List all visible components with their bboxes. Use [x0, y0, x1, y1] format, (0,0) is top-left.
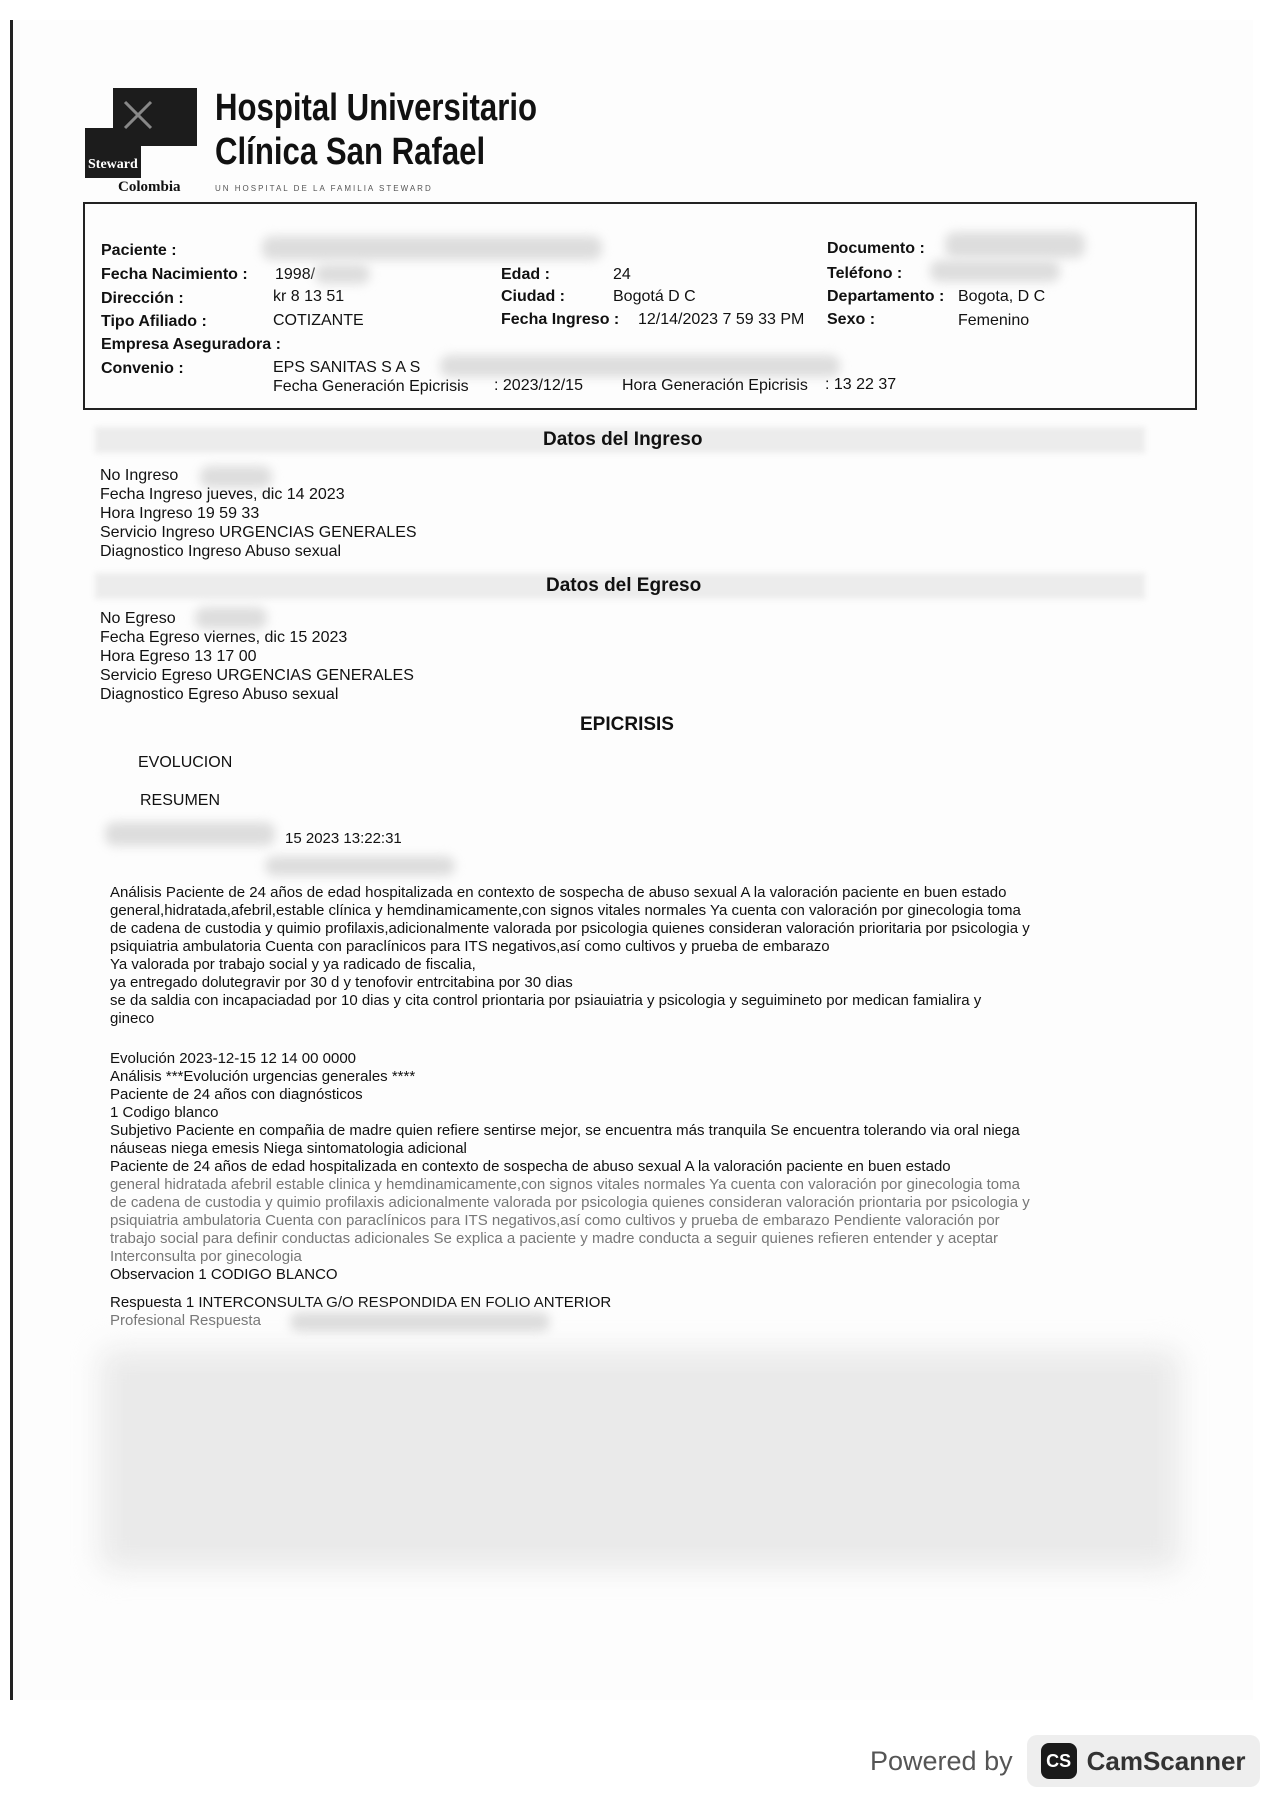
- evolucion-line: general hidratada afebril estable clinica y hemdinamicamente,con signos vitales normales Ya cuenta con valoración por ginecologia toma: [110, 1176, 1020, 1193]
- documento-label: Documento :: [827, 240, 925, 257]
- evolucion-line: Respuesta 1 INTERCONSULTA G/O RESPONDIDA EN FOLIO ANTERIOR: [110, 1294, 612, 1311]
- resumen-line: Análisis Paciente de 24 años de edad hospitalizada en contexto de sospecha de abuso sexual A la valoración paciente en buen estado: [110, 884, 1007, 901]
- ciudad-label: Ciudad :: [501, 288, 565, 305]
- evolucion-line: 1 Codigo blanco: [110, 1104, 219, 1121]
- evolucion-line: náuseas niega emesis Niega sintomatologia adicional: [110, 1140, 467, 1157]
- hospital-name-line1: Hospital Universitario: [215, 87, 538, 129]
- evolucion-line: psiquiatria ambulatoria Cuenta con paraclínicos para ITS negativos,así como cultivos y prueba de embarazo Pendiente valoración por: [110, 1212, 1000, 1229]
- ingreso-line: Diagnostico Ingreso Abuso sexual: [100, 543, 342, 560]
- ingreso-line: Servicio Ingreso URGENCIAS GENERALES: [100, 524, 417, 541]
- ingreso-title: Datos del Ingreso: [543, 429, 703, 450]
- resumen-line: psiquiatria ambulatoria Cuenta con paraclínicos para ITS negativos,así como cultivos y prueba de embarazo: [110, 938, 830, 955]
- hora-generacion-value: : 13 22 37: [825, 376, 897, 393]
- telefono-label: Teléfono :: [827, 265, 903, 282]
- tipo-afiliado-label: Tipo Afiliado :: [101, 313, 207, 330]
- logo-text: Steward: [88, 157, 138, 172]
- egreso-line: Fecha Egreso viernes, dic 15 2023: [100, 629, 348, 646]
- departamento-label: Departamento :: [827, 288, 945, 305]
- resumen-label: RESUMEN: [140, 792, 221, 809]
- empresa-label: Empresa Aseguradora :: [101, 336, 281, 353]
- egreso-line: Hora Egreso 13 17 00: [100, 648, 257, 665]
- fecha-ingreso-value: 12/14/2023 7 59 33 PM: [638, 311, 805, 328]
- resumen-line: general,hidratada,afebril,estable clínica y hemdinamicamente,con signos vitales normales Ya cuenta con valoración por ginecologia toma: [110, 902, 1021, 919]
- evolucion-line: Análisis ***Evolución urgencias generales ****: [110, 1068, 416, 1085]
- evolucion-line: Interconsulta por ginecologia: [110, 1248, 302, 1265]
- evolucion-line: Profesional Respuesta: [110, 1312, 261, 1329]
- egreso-line: No Egreso: [100, 610, 176, 627]
- ingreso-line: No Ingreso: [100, 467, 179, 484]
- redacted-no-ingreso: [200, 466, 272, 488]
- evolucion-line: Paciente de 24 años con diagnósticos: [110, 1086, 363, 1103]
- fecha-nacimiento-value: 1998/: [275, 266, 316, 283]
- hospital-name: [215, 86, 537, 174]
- camscanner-watermark: [870, 1734, 1260, 1788]
- hora-generacion-label: Hora Generación Epicrisis: [622, 377, 808, 394]
- ciudad-value: Bogotá D C: [613, 288, 696, 305]
- ingreso-line: Fecha Ingreso jueves, dic 14 2023: [100, 486, 345, 503]
- redacted-convenio: [440, 355, 840, 377]
- resumen-line: de cadena de custodia y quimio profilaxis,adicionalmente valorada por psicologia quienes consideran valoración prioritaria por psicologia y: [110, 920, 1030, 937]
- resumen-timestamp: 15 2023 13:22:31: [285, 830, 402, 847]
- sexo-value: Femenino: [958, 312, 1030, 329]
- camscanner-icon: CS: [1041, 1743, 1077, 1779]
- redacted-documento: [945, 232, 1085, 258]
- redacted-specialty: [265, 856, 455, 876]
- hospital-tagline: UN HOSPITAL DE LA FAMILIA STEWARD: [215, 184, 433, 193]
- redacted-name: [262, 236, 602, 260]
- resumen-line: Ya valorada por trabajo social y ya radicado de fiscalia,: [110, 956, 476, 973]
- evolucion-line: Paciente de 24 años de edad hospitalizada en contexto de sospecha de abuso sexual A la valoración paciente en buen estado: [110, 1158, 951, 1175]
- redacted-author: [105, 822, 275, 846]
- camscanner-badge: [1027, 1735, 1260, 1787]
- tipo-afiliado-value: COTIZANTE: [273, 312, 364, 329]
- resumen-line: gineco: [110, 1010, 155, 1027]
- hospital-name-line2: Clínica San Rafael: [215, 131, 486, 173]
- direccion-value: kr 8 13 51: [273, 288, 345, 305]
- departamento-value: Bogota, D C: [958, 288, 1046, 305]
- resumen-line: se da saldia con incapaciadad por 10 dias y cita control priontaria por psiauiatria y psicologia y seguimineto por medican famialira y: [110, 992, 982, 1009]
- egreso-line: Servicio Egreso URGENCIAS GENERALES: [100, 667, 414, 684]
- direccion-label: Dirección :: [101, 290, 184, 307]
- powered-by-label: Powered by: [870, 1745, 1013, 1776]
- fecha-nacimiento-label: Fecha Nacimiento :: [101, 266, 248, 283]
- convenio-value: EPS SANITAS S A S: [273, 359, 421, 376]
- evolucion-line: Evolución 2023-12-15 12 14 00 0000: [110, 1050, 357, 1067]
- redacted-region: [100, 1350, 1180, 1570]
- resumen-line: ya entregado dolutegravir por 30 d y tenofovir entrcitabina por 30 dias: [110, 974, 573, 991]
- evolucion-line: de cadena de custodia y quimio profilaxis adicionalmente valorada por psicologia quienes consideran valoración priontaria por psicologia y: [110, 1194, 1030, 1211]
- paciente-label: Paciente :: [101, 242, 177, 259]
- edad-value: 24: [613, 266, 631, 283]
- evolucion-line: Subjetivo Paciente en compañia de madre quien refiere sentirse mejor, se encuentra más tranquila Se encuentra tolerando via oral niega: [110, 1122, 1020, 1139]
- evolucion-line: trabajo social para definir conductas adicionales Se explica a paciente y madre conducta a seguir quienes refieren entender y aceptar: [110, 1230, 999, 1247]
- convenio-label: Convenio :: [101, 360, 184, 377]
- redacted-profesional: [290, 1312, 550, 1332]
- camscanner-name: CamScanner: [1086, 1745, 1246, 1776]
- fecha-generacion-label: Fecha Generación Epicrisis: [273, 378, 469, 395]
- redacted-no-egreso: [195, 607, 267, 629]
- epicrisis-title: EPICRISIS: [580, 714, 674, 735]
- ingreso-line: Hora Ingreso 19 59 33: [100, 505, 260, 522]
- sexo-label: Sexo :: [827, 311, 876, 328]
- egreso-line: Diagnostico Egreso Abuso sexual: [100, 686, 339, 703]
- redacted-birthdate: [315, 264, 370, 284]
- evolucion-line: Observacion 1 CODIGO BLANCO: [110, 1266, 338, 1283]
- fecha-generacion-value: : 2023/12/15: [494, 377, 583, 394]
- egreso-title: Datos del Egreso: [546, 575, 702, 596]
- fecha-ingreso-label: Fecha Ingreso :: [501, 311, 620, 328]
- logo-country: Colombia: [118, 179, 181, 195]
- redacted-telefono: [930, 260, 1060, 282]
- edad-label: Edad :: [501, 266, 550, 283]
- evolucion-label: EVOLUCION: [138, 754, 233, 771]
